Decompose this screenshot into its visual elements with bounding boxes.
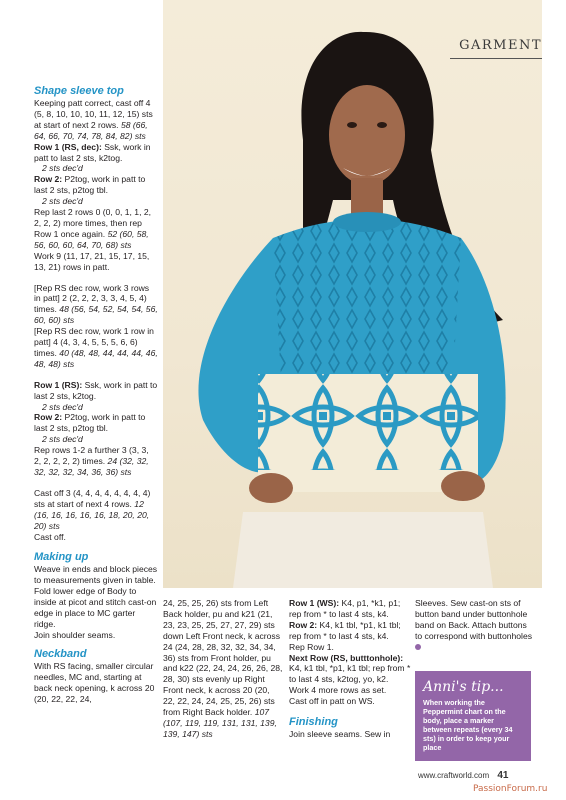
column-1 [34,82,158,704]
column-4 [415,598,533,653]
para-cast-off-3: Cast off 3 (4, 4, 4, 4, 4, 4, 4, 4) sts at start of next 4 rows. 12 (16, 16, 16, 16, 16, 18, 20, 20, 20) sts [34,487,151,531]
para-rep-rows: Rep rows 1-2 a further 3 (3, 3, 2, 2, 2, 2, 2) times. 24 (32, 32, 32, 32, 32, 34, 36, 36) sts [34,445,149,477]
row-2-note: 2 sts dec'd [42,196,83,207]
footer [418,770,508,781]
heading-neckband: Neckband [34,647,87,660]
heading-making-up: Making up [34,551,89,564]
footer-url: www.craftworld.com [418,771,490,780]
row-1-note: 2 sts dec'd [42,163,83,174]
tag-underline [450,58,542,59]
para-rep-rs-3: [Rep RS dec row, work 3 rows in patt] 2 (2, 2, 2, 3, 3, 4, 5, 4) times. 48 (56, 54, 52, 54, 54, 56, 60, 60) sts [34,282,158,326]
row-2-b: Row 2: P2tog, work in patt to last 2 sts, p2tog tbl. [34,412,146,434]
watermark: PassionForum.ru [473,784,548,794]
column-2 [163,598,283,740]
heading-shape-sleeve-top: Shape sleeve top [34,85,124,97]
para-cast-off-final: Cast off. [34,531,66,542]
row-2: Row 2: P2tog, work in patt to last 2 sts, p2tog tbl. [34,174,146,196]
row-2-b-note: 2 sts dec'd [42,434,83,445]
rep-row-1: Rep Row 1. [289,641,334,652]
row-1-rs: Row 1 (RS): Ssk, work in patt to last 2 sts, k2tog. [34,379,158,401]
row-1-rs-note: 2 sts dec'd [42,401,83,412]
cast-off-patt: Cast off in patt on WS. [289,696,375,707]
para-neckband: With RS facing, smaller circular needles, MC and, starting at back neck opening, k across 20 (20, 22, 22, 24, [34,660,155,704]
row-1-ws: Row 1 (WS): K4, p1, *k1, p1; rep from * to last 4 sts, k4. [289,598,401,619]
para-neckband-cont: 24, 25, 25, 26) sts from Left Back holder, pu and k21 (21, 23, 23, 25, 25, 27, 27, 29) sts down Left Front neck, k across 24 (24, 28, 28, 32, 32, 34, 34, 36) sts from Front holder, pu and k22 (22, 24, 24, 26, 26, 28, 28, 30) sts evenly up Right Front neck, k across 20 (20, 22, 22, 24, 24, 25, 25, 26) sts from Right Back holder. 107 (107, 119, 119, 131, 131, 139, 139, 147) sts [163,598,283,739]
para-join: Join shoulder seams. [34,629,116,640]
para-rep-last: Rep last 2 rows 0 (0, 0, 1, 1, 2, 2, 2, 2) more times, then rep Row 1 once again. 52 (60, 58, 56, 60, 60, 64, 70, 68) sts [34,207,152,250]
tip-box [415,671,531,761]
para-finishing: Join sleeve seams. Sew in [289,729,391,740]
sweater-photo-illustration [163,0,542,588]
heading-finishing: Finishing [289,716,338,729]
row-2-nb: Row 2: K4, k1 tbl, *p1, k1 tbl; rep from * to last 4 sts, k4. [289,619,401,641]
para-rep-rs-1: [Rep RS dec row, work 1 row in patt] 4 (4, 3, 4, 5, 5, 5, 6, 6) times. 40 (48, 48, 44, 44, 44, 46, 48, 48) sts [34,326,158,369]
page-number: 41 [497,770,509,781]
para-sleeves: Sleeves. Sew cast-on sts of button band under buttonhole band on Back. Attach buttons to correspond with buttonholes [415,598,533,653]
work-more-rows: Work 4 more rows as set. [289,685,387,696]
column-3 [289,598,411,740]
para-fold: Fold lower edge of Body to inside at picot and stitch cast-on edge in place to MC garter ridge. [34,586,157,629]
para-work-rows: Work 9 (11, 17, 21, 15, 17, 15, 13, 21) rows in patt. [34,250,150,272]
tip-title: Anni's tip... [423,679,504,695]
model-photo [163,0,542,588]
para-cast-off: Keeping patt correct, cast off 4 (5, 8, 10, 10, 10, 11, 12, 15) sts at start of next 2 rows. 58 (66, 64, 66, 70, 74, 78, 84, 82) sts [34,98,153,141]
end-mark-icon [415,644,421,650]
para-weave: Weave in ends and block pieces to measurements given in table. [34,564,158,586]
section-tag: GARMENT [459,38,542,53]
row-1-dec: Row 1 (RS, dec): Ssk, work in patt to last 2 sts, k2tog. [34,141,151,163]
tip-text: When working the Peppermint chart on the body, place a marker between repeats (every 34 sts) in order to keep your place [423,698,513,752]
next-row-buttonhole: Next Row (RS, butttonhole): K4, k1 tbl, *p1, k1 tbl; rep from * to last 4 sts, k2tog, yo, k2. [289,652,411,685]
